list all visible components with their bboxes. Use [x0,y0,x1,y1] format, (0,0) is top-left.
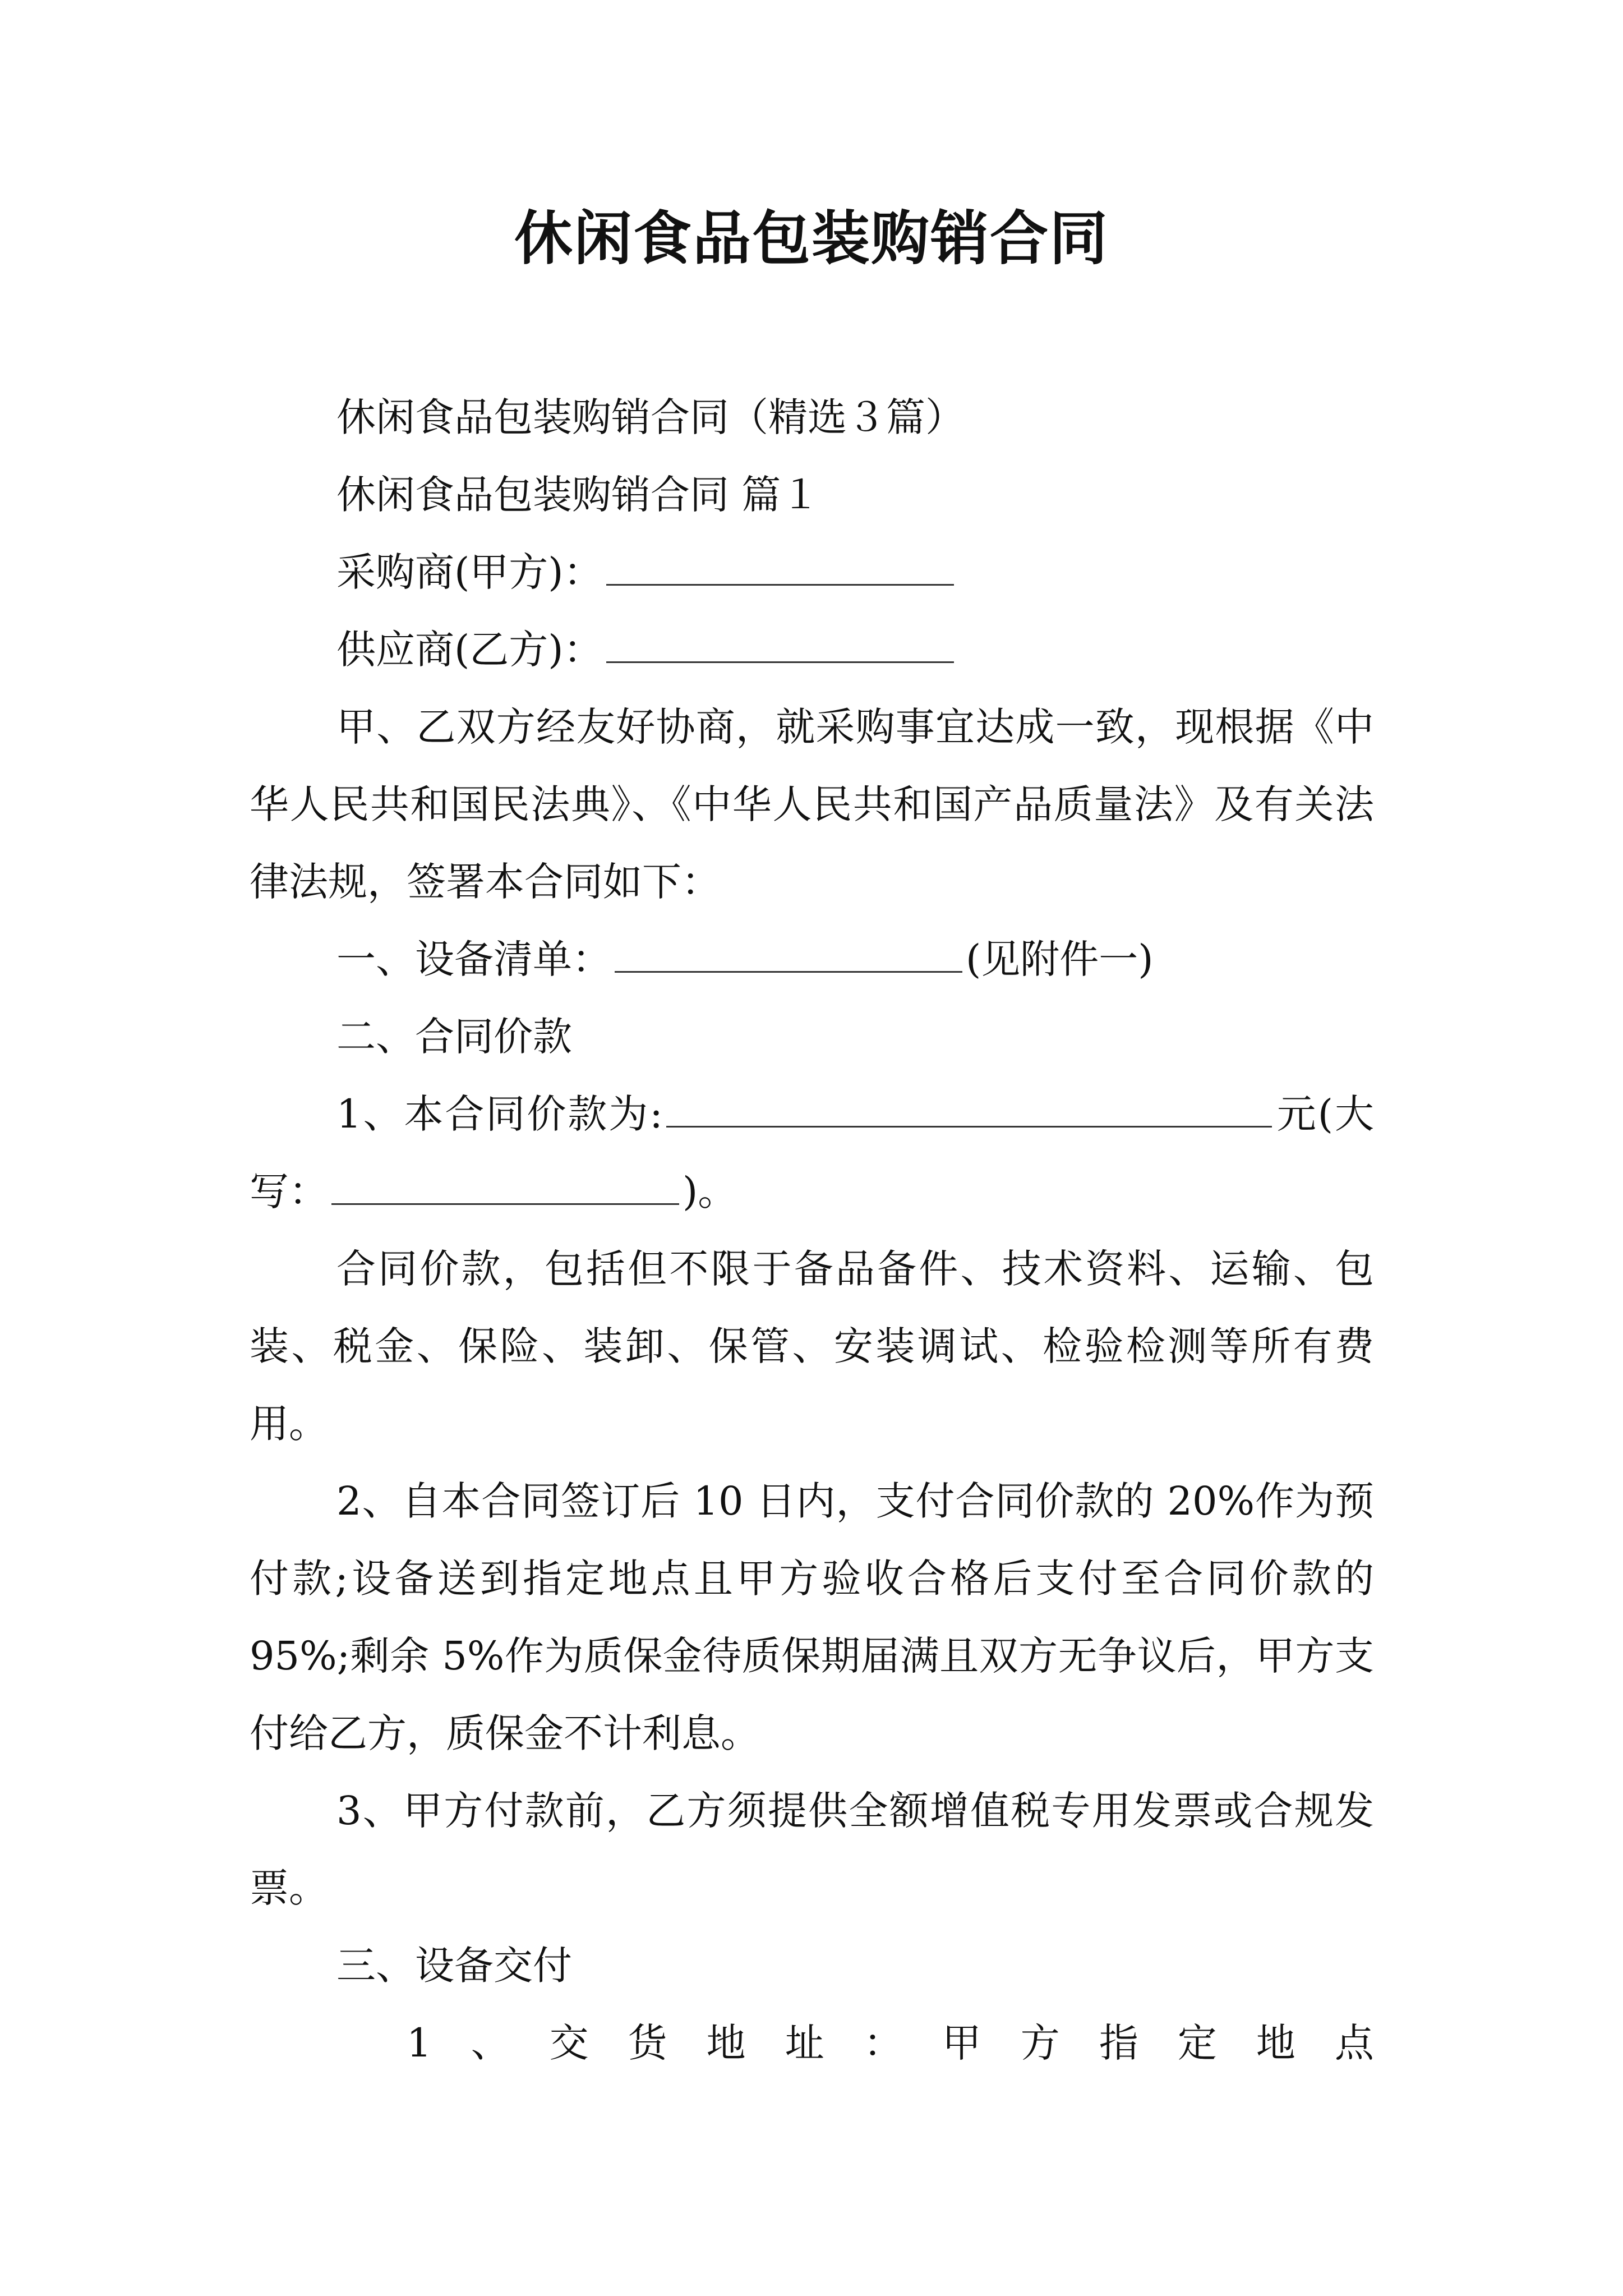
delivery-char: 方 [1020,2020,1060,2066]
delivery-char: 点 [1334,2020,1374,2066]
delivery-char: 、 [471,2020,510,2066]
contract-price-label: 1、本合同价款为: [336,1091,663,1137]
delivery-char: 货 [628,2020,667,2066]
delivery-char: 址 [785,2020,824,2066]
delivery-char: ： [863,2020,903,2066]
delivery-char: 地 [706,2020,746,2066]
delivery-char: 地 [1256,2020,1295,2066]
equipment-list-label: 一、设备清单： [336,936,611,982]
paragraph-price-scope: 合同价款，包括但不限于备品备件、技术资料、运输、包装、税金、保险、装卸、保管、安装调试、检验检测等所有费用。 [250,1246,1374,1447]
paragraph-payment-terms: 2、自本合同签订后 10 日内，支付合同价款的 20%作为预付款;设备送到指定地点且甲方验收合格后支付至合同价款的 95%;剩余 5%作为质保金待质保期届满且双方无争议后，甲方支付给乙方，质保金不计利息。 [250,1478,1374,1756]
delivery-char: 甲 [942,2020,981,2066]
delivery-char: 指 [1099,2020,1138,2066]
equipment-list-suffix: (见附件一) [966,936,1154,982]
paragraph-preamble: 甲、乙双方经友好协商，就采购事宜达成一致，现根据《中华人民共和国民法典》、《中华人民共和国产品质量法》及有关法律法规，签署本合同如下： [250,704,1374,905]
supplier-blank [606,622,954,663]
contract-price-words-blank [331,1164,679,1205]
paragraph-buyer [250,533,1374,611]
buyer-label: 采购商(甲方)： [336,549,603,595]
buyer-blank [606,545,954,586]
equipment-list-blank [615,932,962,973]
paragraph-section-heading: 休闲食品包装购销合同 篇１ [336,472,820,518]
document-title: 休闲食品包装购销合同 [514,204,1109,273]
paragraph-invoice: 3、甲方付款前，乙方须提供全额增值税专用发票或合规发票。 [250,1788,1374,1911]
contract-price-suffix: )。 [683,1168,737,1214]
supplier-label: 供应商(乙方)： [336,627,603,673]
document-body [250,379,1374,2082]
contract-price-mid: 元(大写： [250,1091,1374,1214]
delivery-char: 定 [1177,2020,1217,2066]
paragraph-supplier [250,611,1374,688]
paragraph-equipment-list [250,921,1374,998]
paragraph-contract-price [250,1075,1374,1230]
delivery-char: 1 [407,2020,432,2066]
paragraph-contract-price-heading: 二、合同价款 [336,1014,572,1060]
paragraph-delivery-heading: 三、设备交付 [336,1943,572,1989]
paragraph-delivery-address [250,2004,1374,2082]
paragraph-subtitle: 休闲食品包装购销合同（精选３篇） [336,394,965,440]
delivery-char: 交 [549,2020,589,2066]
contract-price-blank [666,1087,1272,1128]
